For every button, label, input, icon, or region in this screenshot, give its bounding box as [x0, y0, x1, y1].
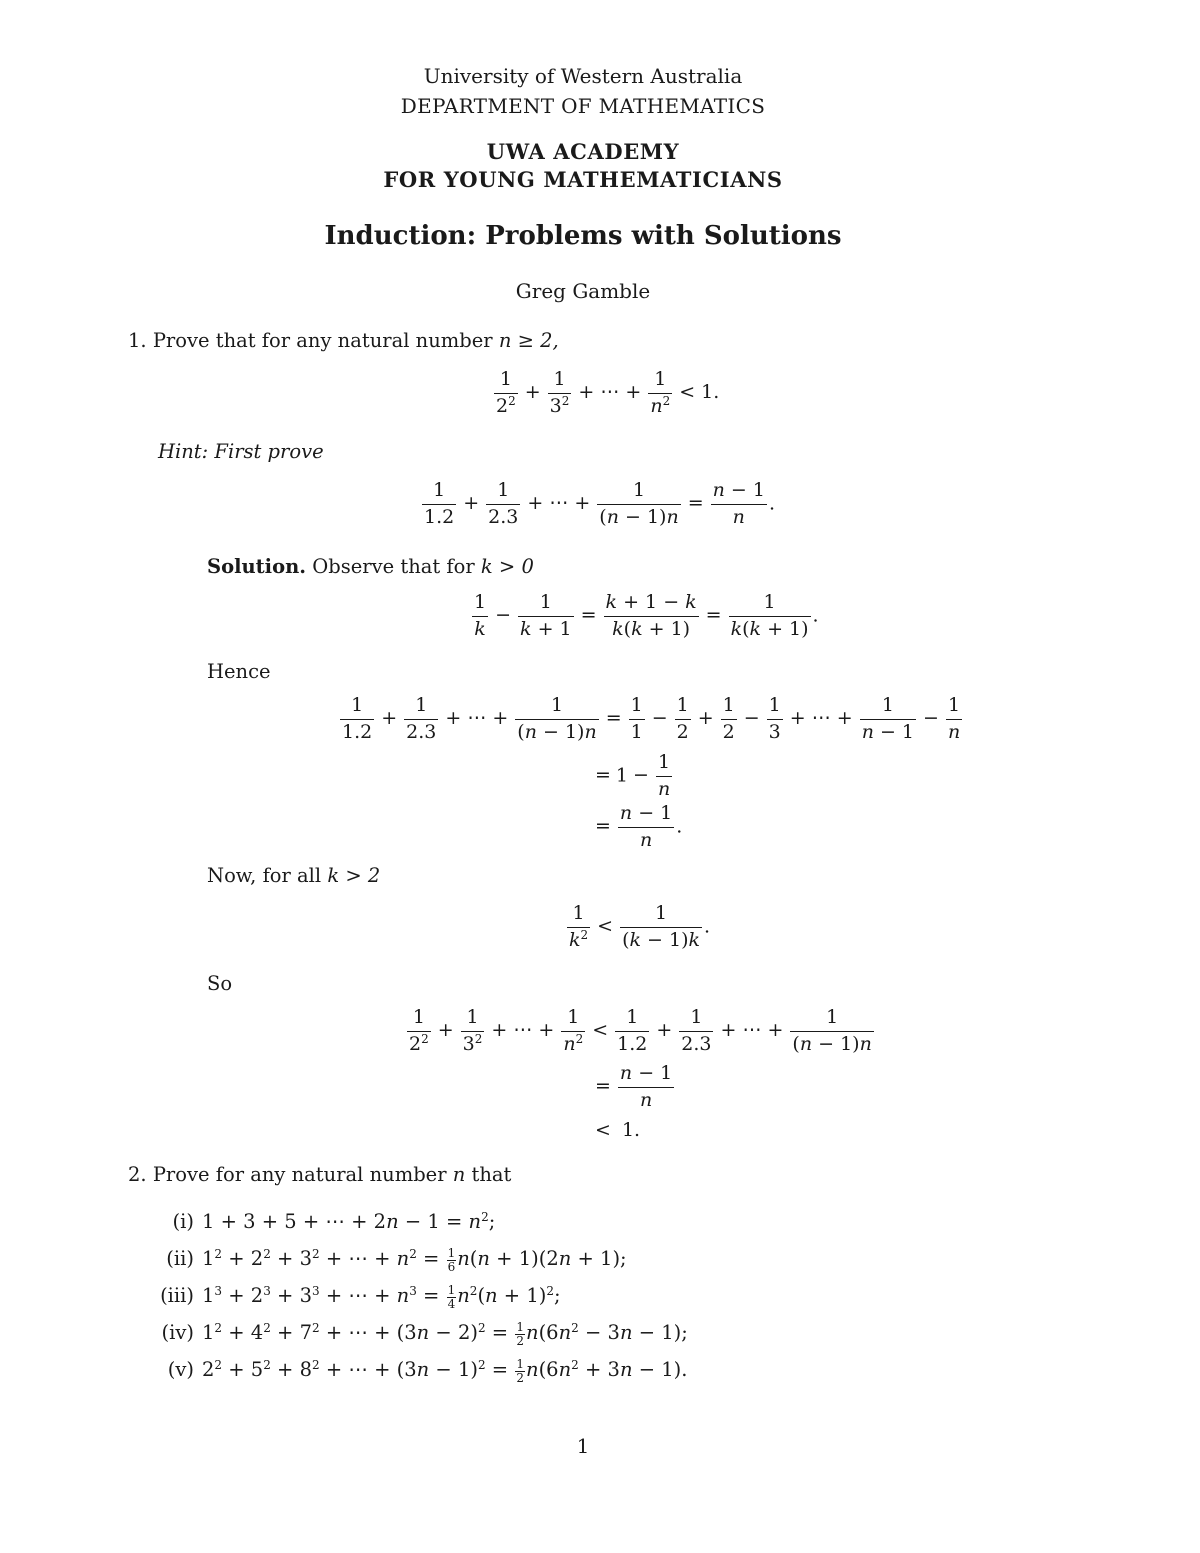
problem-2-item-iii: (iii) $1^3 + 2^3 + 3^3$ + ⋯ + $n^3$ = $\frac{1}{4}$ $n^2(n + 1)^2$; — [150, 1284, 561, 1311]
academy-line-1: UWA ACADEMY — [486, 139, 680, 164]
problem-2-item-ii: (ii) $1^2 + 2^2 + 3^2$ + ⋯ + $n^2$ = $\frac{1}{6}$ n(n + 1)(2n + 1); — [150, 1247, 627, 1274]
problem-2-item-iv: (iv) $1^2 + 4^2 + 7^2$ + ⋯ + $(3n - 2)^2$ = $\frac{1}{2}$ $n(6n^2 - 3n - 1)$; — [150, 1321, 688, 1348]
problem-1-condition: n ≥ 2, — [498, 329, 559, 352]
equation-conclusion-line-2: = $\frac{n - 1}{n}$ — [595, 1062, 673, 1111]
solution-condition: k > 0 — [480, 555, 534, 578]
item-label: (iv) — [161, 1321, 194, 1345]
page-title: Induction: Problems with Solutions — [324, 221, 842, 251]
academy-line-2: FOR YOUNG MATHEMATICIANS — [383, 167, 783, 192]
item-label: (iii) — [160, 1284, 194, 1308]
solution-intro — [207, 555, 534, 578]
hint — [158, 440, 324, 463]
problem-1-text: Prove that for any natural number — [152, 329, 493, 352]
equation-partial-fraction: $\frac{1}{k}$ − $\frac{1}{k + 1}$ = $\frac{k + 1 - k}{k(k + 1)}$ = $\frac{1}{k(k + 1)}$ . — [474, 591, 819, 640]
now-statement — [207, 864, 380, 887]
item-label: (i) — [172, 1210, 194, 1233]
equation-telescoping-line-1: $\frac{1}{1.2}$ + $\frac{1}{2.3}$ + ⋯ + $\frac{1}{(n - 1)n}$ = $\frac{1}{1}$ − $\frac{1}{2}$ + $\frac{1}{2}$ − $\frac{1}{3}$ + ⋯ + $\frac{1}{n - 1}$ − $\frac{1}{n}$ — [342, 694, 961, 743]
problem-2-item-v: (v) $2^2 + 5^2 + 8^2$ + ⋯ + $(3n - 1)^2$ = $\frac{1}{2}$ $n(6n^2 + 3n - 1)$. — [150, 1358, 687, 1385]
so-label: So — [207, 972, 233, 995]
equation-hint-identity: $\frac{1}{1.2}$ + $\frac{1}{2.3}$ + ⋯ + $\frac{1}{(n - 1)n}$ = $\frac{n - 1}{n}$ . — [424, 479, 776, 528]
equation-conclusion-line-3: < 1. — [595, 1119, 641, 1141]
problem-2-text: Prove for any natural number — [152, 1163, 447, 1186]
equation-term-bound: $\frac{1}{k^2}$ < $\frac{1}{(k - 1)k}$ . — [569, 902, 711, 951]
problem-2-statement — [128, 1163, 511, 1186]
page-number: 1 — [576, 1434, 590, 1458]
equation-conclusion-line-1: $\frac{1}{2^2}$ + $\frac{1}{3^2}$ + ⋯ + $\frac{1}{n^2}$ < $\frac{1}{1.2}$ + $\frac{1}{2.3}$ + ⋯ + $\frac{1}{(n - 1)n}$ — [409, 1006, 872, 1055]
item-label: (v) — [167, 1358, 194, 1382]
equation-telescoping-line-2: = 1 − $\frac{1}{n}$ — [595, 751, 671, 800]
author: Greg Gamble — [515, 279, 651, 303]
problem-2-var: n — [452, 1163, 466, 1186]
item-label: (ii) — [166, 1247, 194, 1271]
hint-text: First prove — [214, 440, 324, 463]
equation-telescoping-line-3: = $\frac{n - 1}{n}$ . — [595, 802, 683, 851]
problem-2-number: 2. — [128, 1163, 147, 1186]
now-condition: k > 2 — [327, 864, 381, 887]
problem-2-item-i: (i) 1 + 3 + 5 + ⋯ + $2n - 1 = n^2$; — [150, 1210, 495, 1233]
equation-main-inequality: $\frac{1}{2^2}$ + $\frac{1}{3^2}$ + ⋯ + $\frac{1}{n^2}$ < 1. — [496, 368, 720, 417]
solution-label: Solution. — [207, 555, 307, 578]
now-text: Now, for all — [207, 864, 322, 887]
department: DEPARTMENT OF MATHEMATICS — [400, 94, 766, 118]
hence-label: Hence — [207, 660, 271, 683]
institution: University of Western Australia — [423, 64, 743, 88]
solution-text: Observe that for — [312, 555, 475, 578]
hint-label: Hint: — [158, 440, 209, 463]
problem-2-tail: that — [471, 1163, 512, 1186]
problem-1-statement — [128, 329, 559, 352]
problem-1-number: 1. — [128, 329, 147, 352]
